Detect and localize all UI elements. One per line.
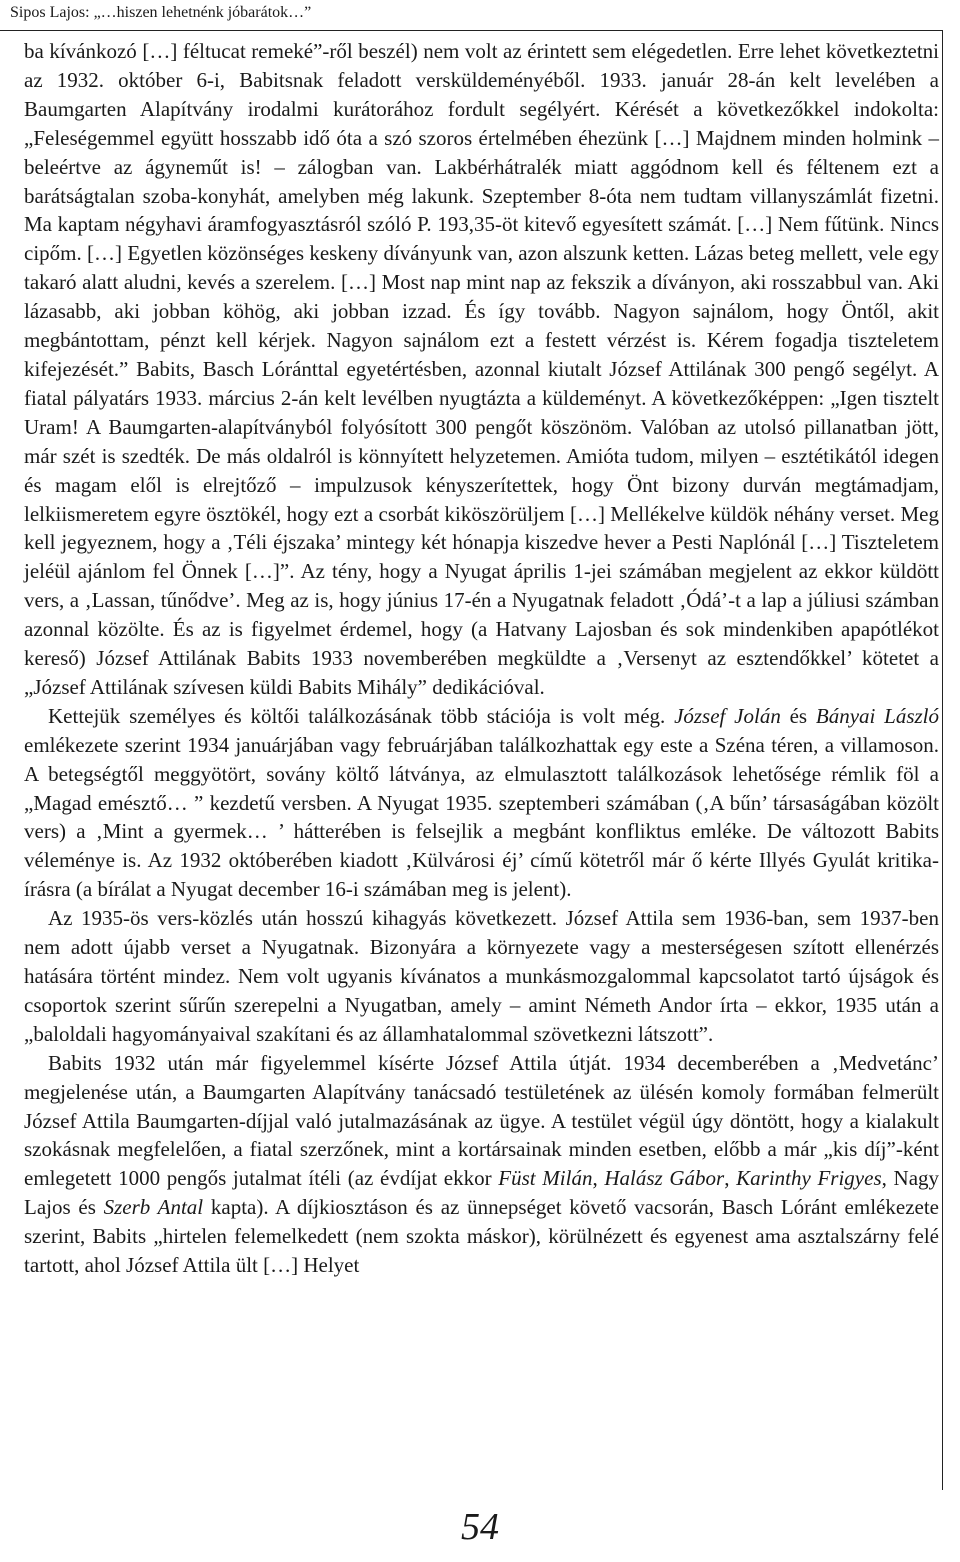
margin-rule: [942, 30, 943, 1490]
italic-name: Szerb Antal: [103, 1195, 204, 1220]
text-run: Kettejük személyes és költői találkozásának több stációja is volt még.: [48, 703, 675, 728]
header-rule: [0, 30, 943, 31]
text-run: emlékezete szerint 1934 januárjában vagy februárjában találkozhattak egy este a Széna téren, a villamoson. A betegségtől meggyötört, sovány költő látványa, az elmulasztott találkozások lehetősége rémlik föl a „Magad emésztő… ” kezdetű versben. A Nyugat 1935. szeptemberi számában (‚A bűn’ társaságában közölt vers) a ‚Mint a gyermek… ’ hátterében is felsejlik a megbánt konfliktus emléke. De változott Babits véleménye is. Az 1932 októberében kiadott ‚Külvárosi éj’ című kötetről már ő kérte Illyés Gyulát kritika-írásra (a bírálat a Nyugat december 16-i számában meg is jelent).: [24, 732, 939, 902]
paragraph: [24, 1049, 939, 1280]
text-run: Babits 1932 után már figyelemmel kísérte József Attila útját. 1934 decemberében a ‚Medvetánc’ megjelenése után, a Baumgarten Alapítvány tanácsadó testületének az ülésén komoly formában felmerült József Attila Baumgarten-díjjal való jutalmazásának az ügye. A testület végül úgy döntött, hogy a kialakult szokásnak megfelelően, a fiatal szerzőnek, mint a kortársainak minden esetben, előbb a már „kis díj”-ként emlegetett 1000 pengős jutalmat ítéli (az évdíjat ekkor: [24, 1050, 939, 1191]
text-run: ,: [592, 1166, 605, 1191]
paragraph: [24, 37, 939, 702]
text-run: kapta). A díjkiosztáson és az ünnepséget követő vacsorán, Basch Lóránt emlékezete szerint, Babits „hirtelen felemelkedett (nem szokta máskor), körülnézett és egyenest ama asztalszárny felé tartott, ahol József Attila ült […] Helyet: [24, 1195, 939, 1278]
text-run: Az 1935-ös vers-közlés után hosszú kihagyás következett. József Attila sem 1936-ban, sem 1937-ben nem adott újabb verset a Nyugatnak. Bizonyára a környezete vagy a mesterségesen szított ellenérzés hatására történt mindez. Nem volt ugyanis kívánatos a munkásmozgalommal kapcsolatot tartó újságok és csoportok szerint sűrűn szerepelni a Nyugatban, amely – amint Németh Andor írta – ekkor, 1935 után a „baloldali hagyományaival szakítani és az államhatalommal szövetkezni látszott”.: [24, 906, 939, 1046]
italic-name: Karinthy Frigyes: [736, 1166, 882, 1191]
running-head: Sipos Lajos: „…hiszen lehetnénk jóbarátok…”: [10, 4, 312, 21]
page-number: 54: [461, 1506, 499, 1548]
text-run: , Nagy Lajos és: [24, 1166, 940, 1220]
italic-name: Füst Milán: [498, 1166, 593, 1191]
body-text: [24, 37, 939, 1280]
text-run: és: [780, 703, 816, 728]
italic-name: Bányai László: [815, 703, 940, 728]
italic-name: József Jolán: [674, 703, 781, 728]
italic-name: Halász Gábor: [604, 1166, 725, 1191]
text-run: ,: [724, 1166, 737, 1191]
text-run: ba kívánkozó […] féltucat remeké”-ről beszél) nem volt az érintett sem elégedetlen. Erre lehet következtetni az 1932. október 6-i, Babitsnak feladott versküldeményéből. 1933. január 28-án kelt levelében a Baumgarten Alapítvány irodalmi kurátorához fordult segélyért. Kérését a következőkkel indokolta: „Feleségemmel együtt hosszabb idő óta a szó szoros értelmében éhezünk […] Majdnem minden holmink – beleértve az ágyneműt is! – zálogban van. Lakbérhátralék miatt aggódnom kell és féltenem ezt a barátságtalan szoba-konyhát, amelyben még lakunk. Szeptember 8-óta nem tudtam villanyszámlát fizetni. Ma kaptam négyhavi áramfogyasztásról szóló P. 193,35-öt kitevő egyesített számát. […] Nem fűtünk. Nincs cipőm. […] Egyetlen közönséges keskeny díványunk van, azon alszunk ketten. Lázas beteg mellett, vele egy takaró alatt aludni, kevés a szerelem. […] Most nap mint nap az fekszik a díványon, aki rosszabbul van. Aki lázasabb, aki jobban köhög, aki jobban izzad. És így tovább. Nagyon sajnálom, hogy Öntől, akit megbántottam, pénzt kell kérjek. Nagyon sajnálom ezt a festett vérzést is. Kérem fogadja tiszteletem kifejezését.” Babits, Basch Lóránttal egyetértésben, azonnal kiutalt József Attilának 300 pengő segélyt. A fiatal pályatárs 1933. március 2-án kelt levélben nyugtázta a küldeményt. A következőképpen: „Igen tisztelt Uram! A Baumgarten-alapítványból folyósított 300 pengőt köszönöm. Valóban az utolsó pillanatban jött, már szét is szedték. De más oldalról is könnyített helyzetemen. Amióta tudom, milyen – esztétikától idegen és magam elől is elrejtőző – impulzusok kényszerítettek, hogy Önt bizony durván megtámadjam, lelkiismeretem egyre ösztökél, hogy ezt a csorbát kiköszörüljem […] Mellékelve küldök néhány verset. Meg kell jegyeznem, hogy a ‚Téli éjszaka’ mintegy két hónapja kiszedve hever a Pesti Naplónál […] Tiszteletem jeléül ajánlom fel Önnek […]”. Az tény, hogy a Nyugat április 1-jei számában megjelent az ekkor küldött vers, a ‚Lassan, tűnődve’. Meg az is, hogy június 17-én a Nyugatnak feladott ‚Ódá’-t a lap a júliusi számban azonnal közölte. És az is figyelmet érdemel, hogy (a Hatvany Lajosban és sok mindenkiben apapótlékot kereső) József Attilának Babits 1933 novemberében megküldte a ‚Versenyt az esztendőkkel’ kötetet a „József Attilának szívesen küldi Babits Mihály” dedikációval.: [24, 39, 939, 699]
paragraph: [24, 702, 939, 904]
paragraph: [24, 904, 939, 1049]
